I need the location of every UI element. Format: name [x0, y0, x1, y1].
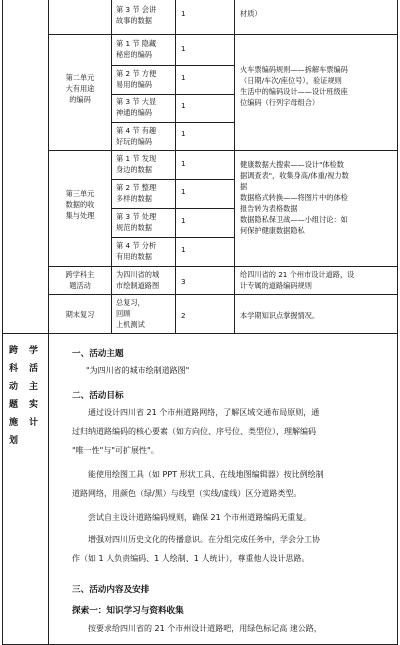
goal-paragraph: 能使用绘图工具（如 PPT 形状工具、在线地图编辑器）按比例绘制 道路网络，用颜色（绿/黑）与线型（实线/虚线）区分道路类型。 — [72, 470, 324, 498]
lesson-cell: 第 2 节 方便 易用的编码 — [116, 69, 157, 89]
lesson-cell: 第 1 节 发现 身边的数据 — [116, 154, 157, 174]
hours-cell: 1 — [181, 159, 186, 168]
lesson-cell: 第 3 节 大显 神通的编码 — [116, 97, 157, 117]
hours-cell: 1 — [181, 187, 186, 196]
lesson-cell: 为四川省的城 市绘制道路图 — [116, 270, 160, 290]
section-cell: 第二单元 大有用途 的编码 — [65, 73, 95, 104]
explore-paragraph: 按要求给四川省的 21 个市州设计道路吧，用绿色标记高 速公路， — [88, 624, 322, 633]
side-label-col2: 学 活 主 实 计 — [29, 346, 39, 428]
hours-cell: 2 — [181, 311, 186, 320]
section-cell: 跨学科主 题活动 — [65, 270, 95, 290]
section-heading-goals: 二、活动目标 — [72, 391, 124, 401]
lesson-cell: 总复习， 回顾 上机测试 — [116, 298, 145, 329]
hours-cell: 1 — [181, 101, 186, 110]
subheading-explore: 探索一：知识学习与资料收集 — [72, 606, 184, 616]
hours-cell: 1 — [181, 129, 186, 138]
lesson-cell: 第 2 节 整理 多样的数据 — [116, 183, 157, 203]
content-cell: 给四川省的 21 个州市设计道路，设 计专属的道路编码规则 — [240, 270, 355, 290]
goal-paragraph: 增强对四川历史文化的传播意识。在分组完成任务中，学会分工协 作（如 1 人负责编码、1 人绘制、1 人统计），尊重他人设计思路。 — [72, 535, 320, 563]
content-cell: 材质） — [240, 9, 262, 18]
lesson-cell: 第 1 节 隐藏 秘密的编码 — [116, 39, 157, 59]
section-cell: 期末复习 — [65, 310, 95, 319]
goal-paragraph: 通过设计四川省 21 个市州道路网络，了解区域交通布局原则，通 过归纳道路编码的核心要素（如方向位、序号位、类型位），理解编码 "唯一性"与"可扩展性"。 — [72, 408, 320, 455]
section-heading-theme: 一、活动主题 — [72, 349, 124, 359]
content-cell: 本学期知识点掌握情况。 — [240, 311, 320, 320]
hours-cell: 1 — [181, 245, 186, 254]
hours-cell: 1 — [181, 44, 186, 53]
hours-cell: 1 — [181, 73, 186, 82]
lesson-cell: 第 3 节 会讲 故事的数据 — [116, 5, 157, 25]
hours-cell: 1 — [181, 9, 186, 18]
hours-cell: 1 — [181, 216, 186, 225]
goal-paragraph: 尝试自主设计道路编码规则，确保 21 个市州道路编码无重复。 — [88, 513, 312, 522]
hours-cell: 3 — [181, 277, 186, 286]
content-cell: 健康数据大搜索——设计"体检数 据调查表"，收集身高/体重/视力数 据 数据格式转换——将图片中的体检 报告转为表格数据 数据隐私保卫战——小组讨论：如 何保护健康数据隐私 — [240, 160, 349, 235]
section-cell: 第三单元 数据的收 集与处理 — [65, 189, 95, 220]
side-label-col1: 跨 科 动 题 施 划 — [9, 346, 19, 446]
lesson-cell: 第 4 节 分析 有用的数据 — [116, 241, 157, 261]
lesson-cell: 第 3 节 处理 规范的数据 — [116, 212, 157, 232]
lesson-cell: 第 4 节 有趣 好玩的编码 — [116, 126, 157, 146]
section-heading-content: 三、活动内容及安排 — [72, 585, 150, 595]
content-cell: 火车票编码规则——拆解车票编码 （日期/车次/座位号），验证规则 生活中的编码设计——设计班级座 位编码（行列字母组合） — [240, 65, 348, 107]
theme-text: "为四川省的城市绘制道路图" — [86, 366, 190, 375]
